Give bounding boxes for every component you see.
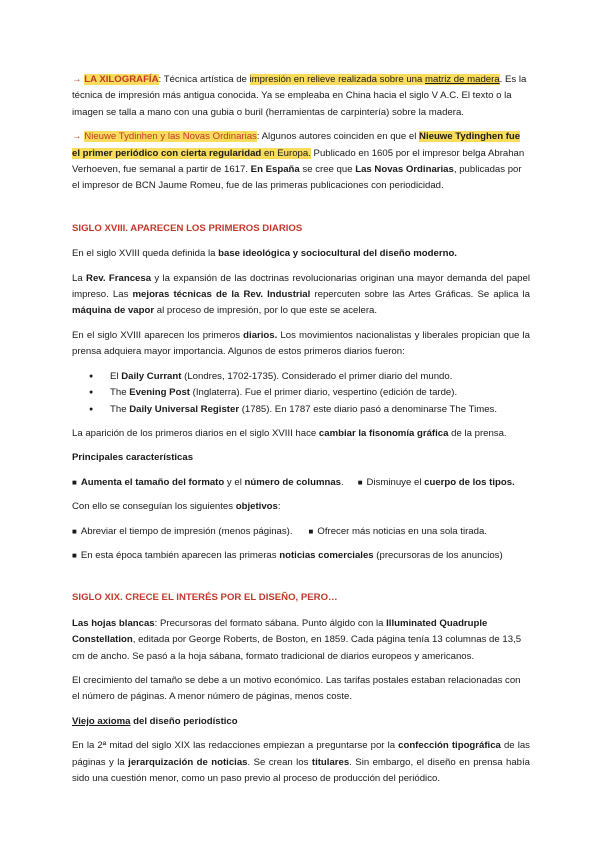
nieuwe-title: Nieuwe Tydinhen y las Novas Ordinarias bbox=[84, 131, 257, 143]
arrow-icon: → bbox=[72, 131, 85, 143]
square-bullet-icon: ■ bbox=[72, 526, 77, 536]
xilografia-highlight: impresión en relieve realizada sobre una bbox=[249, 74, 425, 85]
xix-paragraph-2: El crecimiento del tamaño se debe a un motivo económico. Las tarifas postales estaban relacionadas con el número de páginas. A menor número de páginas, menos coste. bbox=[72, 674, 521, 703]
nieuwe-highlight-bold: Nieuwe Tydinghen fue el primer periódico con cierta regularidad bbox=[72, 131, 521, 159]
diarios-list bbox=[72, 369, 530, 418]
section-heading-xviii: SIGLO XVIII. APARECEN LOS PRIMEROS DIARIOS bbox=[72, 222, 303, 234]
principales-subheading: Principales características bbox=[72, 452, 194, 464]
xviii-paragraph-2: La Rev. Francesa y la expansión de las doctrinas revolucionarias originan una mayor demanda del papel impreso. Las mejoras técnicas de la Rev. Industrial repercuten sobre las Artes Gráficas. Se aplica la máquina de vapor al proceso de impresión, por lo que este se acelera. bbox=[72, 272, 531, 317]
square-bullet-icon: ■ bbox=[357, 477, 363, 487]
arrow-icon: → bbox=[72, 74, 85, 85]
list-item: ● The Evening Post (Inglaterra). Fue el primer diario, vespertino (edición de tarde). bbox=[72, 385, 530, 401]
xix-paragraph-1: Las hojas blancas: Precursoras del formato sábana. Punto álgido con la Illuminated Quadruple Constellation, editada por George Roberts, de Boston, en 1859. Cada página tenía 13 columnas de 13,5 cm de ancho. Se pasó a la hoja sábana, formato tradicional de diarios europeos y americanos. bbox=[72, 617, 522, 662]
square-bullet-icon: ■ bbox=[72, 477, 77, 487]
caracteristicas-row: ■ Aumenta el tamaño del formato y el número de columnas. ■ Disminuye el cuerpo de los tipos. bbox=[72, 476, 515, 488]
viejo-axioma-subheading: Viejo axioma del diseño periodístico bbox=[72, 715, 238, 727]
xviii-paragraph-4: La aparición de los primeros diarios en el siglo XVIII hace cambiar la fisonomía gráfica de la prensa. bbox=[72, 427, 507, 439]
section-heading-xix: SIGLO XIX. CRECE EL INTERÉS POR EL DISEÑO, PERO… bbox=[72, 592, 338, 604]
square-bullet-icon: ■ bbox=[308, 526, 314, 536]
noticias-comerciales-row: ■ En esta época también aparecen las primeras noticias comerciales (precursoras de los anuncios) bbox=[72, 549, 503, 561]
matriz-madera-highlight: matriz de madera bbox=[425, 74, 500, 85]
list-item: ● El Daily Currant (Londres, 1702-1735). Considerado el primer diario del mundo. bbox=[72, 369, 530, 385]
section-spacer bbox=[72, 572, 530, 590]
xviii-paragraph-1: En el siglo XVIII queda definida la base ideológica y sociocultural del diseño moderno. bbox=[72, 248, 457, 260]
objetivos-row: ■ Abreviar el tiempo de impresión (menos páginas). ■ Ofrecer más noticias en una sola tirada. bbox=[72, 525, 487, 537]
nieuwe-paragraph: → Nieuwe Tydinhen y las Novas Ordinarias: Algunos autores coinciden en que el Nieuwe Tydinghen fue el primer periódico con cierta regularidad en Europa. Publicado en 1605 por el impresor belga Abrahan Verhoeven, fue semanal a partir de 1617. En España se cree que Las Novas Ordinarias, publicadas por el impresor de BCN Jaume Romeu, fue de las primeras publicaciones con periodicidad. bbox=[72, 131, 525, 192]
xix-paragraph-4: En la 2ª mitad del siglo XIX las redacciones empiezan a preguntarse por la confección tipográfica de las páginas y la jerarquización de noticias. Se crean los titulares. Sin embargo, el diseño en prensa había sido una cuestión menor, como un paso previo al proceso de producción del periódico. bbox=[72, 740, 530, 784]
xviii-paragraph-3: En el siglo XVIII aparecen los primeros diarios. Los movimientos nacionalistas y liberales propician que la prensa adquiera mayor importancia. Algunos de estos primeros diarios fueron: bbox=[72, 329, 530, 358]
nieuwe-highlight: en Europa. bbox=[261, 147, 311, 159]
objetivos-intro: Con ello se conseguían los siguientes objetivos: bbox=[72, 501, 281, 513]
square-bullet-icon: ■ bbox=[72, 550, 77, 560]
xilografia-title: LA XILOGRAFÍA bbox=[84, 74, 159, 85]
list-item: ● The Daily Universal Register (1785). En 1787 este diario pasó a denominarse The Times. bbox=[72, 402, 530, 418]
section-spacer bbox=[72, 203, 530, 221]
xilografia-paragraph: → LA XILOGRAFÍA: Técnica artística de impresión en relieve realizada sobre una matriz de madera. Es la técnica de impresión más antigua conocida. Ya se empleaba en China hacia el siglo V A.C. El texto o la imagen se talla a mano con una gubia o buril (herramientas de carpintería) sobre la madera. bbox=[72, 74, 527, 118]
